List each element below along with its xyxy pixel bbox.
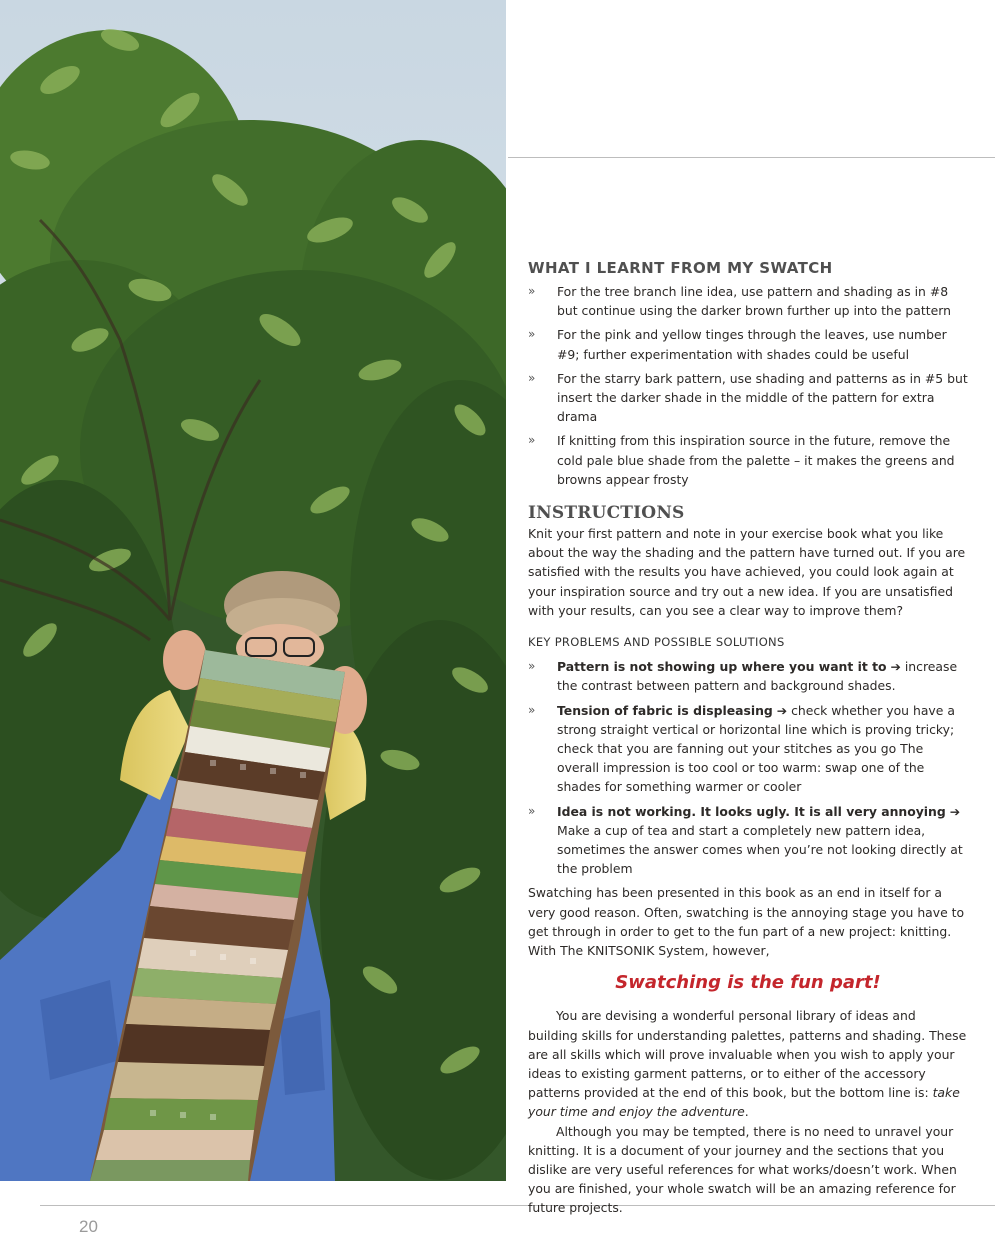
learnt-list — [528, 282, 968, 489]
library-paragraph — [528, 1006, 968, 1121]
problem-item — [528, 802, 968, 879]
list-item — [528, 325, 968, 363]
callout-quote: Swatching is the fun part! — [615, 972, 881, 994]
list-item — [528, 431, 968, 489]
bullet-marker: » — [528, 659, 536, 674]
section-heading-learnt: WHAT I LEARNT FROM MY SWATCH — [528, 259, 833, 277]
period-text: . — [744, 1104, 749, 1120]
section-heading-instructions: INSTRUCTIONS — [528, 503, 685, 524]
arrow-right-icon: ➔ — [890, 659, 901, 675]
arrow-right-icon: ➔ — [776, 702, 788, 718]
bullet-marker: » — [528, 803, 536, 818]
problem-item — [528, 657, 968, 695]
bullet-marker: » — [528, 370, 536, 385]
problem-item — [528, 701, 968, 797]
text-column — [528, 256, 968, 1218]
list-item — [528, 282, 968, 320]
solution-text: Make a cup of tea and start a completely new pattern idea, sometimes the answer comes when you’re not looking directly at the problem — [557, 822, 963, 877]
list-item — [528, 369, 968, 427]
bullet-marker: » — [528, 702, 536, 717]
key-problems-heading: KEY PROBLEMS AND POSSIBLE SOLUTIONS — [528, 635, 785, 650]
instructions-body: Knit your first pattern and note in your exercise book what you like about the way the shading and the pattern have turned out. If you are satisfied with the results you have achieved, you could look again at your inspiration source and try out a new idea. If you are unsatisfied with your results, can you see a clear way to improve them? — [528, 526, 966, 618]
solution-text: check whether you have a strong straight vertical or horizontal line which is proving tricky; check that you are fanning out your stitches as you go The overall impression is too cool or too warm: swap one of the shades for something warmer or cooler — [557, 702, 955, 795]
emphasis-text: take your time and enjoy the adventure — [528, 1085, 960, 1120]
page-number: 20 — [79, 1217, 98, 1236]
bullet-marker: » — [528, 284, 536, 298]
problems-list — [528, 657, 968, 878]
problem-text: Tension of fabric is displeasing — [557, 702, 773, 718]
bullet-marker: » — [528, 433, 536, 448]
list-item-text: For the pink and yellow tinges through the leaves, use number #9; further experimentation with shades could be useful — [557, 327, 947, 362]
solution-text: increase the contrast between pattern and background shades. — [557, 659, 958, 694]
list-item-text: If knitting from this inspiration source in the future, remove the cold pale blue shade from the palette – it makes the greens and browns appear frosty — [557, 433, 955, 487]
list-item-text: For the starry bark pattern, use shading and patterns as in #5 but insert the darker shade in the middle of the pattern for extra drama — [557, 370, 968, 425]
header-divider — [508, 157, 995, 158]
swatching-paragraph: Swatching has been presented in this book as an end in itself for a very good reason. Often, swatching is the annoying stage you have to get through in order to get to the fun part of a new project: knitting. With The KNITSONIK System, however, — [528, 885, 965, 959]
list-item-text: For the tree branch line idea, use pattern and shading as in #8 but continue using the darker brown further up into the pattern — [557, 284, 951, 319]
library-text: You are devising a wonderful personal library of ideas and building skills for understanding palettes, patterns and shading. These are all skills which will prove invaluable when you wish to apply your ideas to existing garment patterns, or to either of the accessory patterns provided at the end of this book, but the bottom line is: — [528, 1008, 967, 1101]
problem-text: Idea is not working. It looks ugly. It is all very annoying — [557, 803, 946, 819]
knitted-swatch-photo — [0, 0, 506, 1181]
unravel-paragraph: Although you may be tempted, there is no need to unravel your knitting. It is a document of your journey and the sections that you dislike are very useful references for what works/doesn’t work. When you are finished, your whole swatch will be an amazing reference for future projects. — [528, 1123, 957, 1216]
bullet-marker: » — [528, 327, 536, 342]
arrow-right-icon: ➔ — [949, 803, 961, 819]
problem-text: Pattern is not showing up where you want it to — [557, 659, 887, 675]
